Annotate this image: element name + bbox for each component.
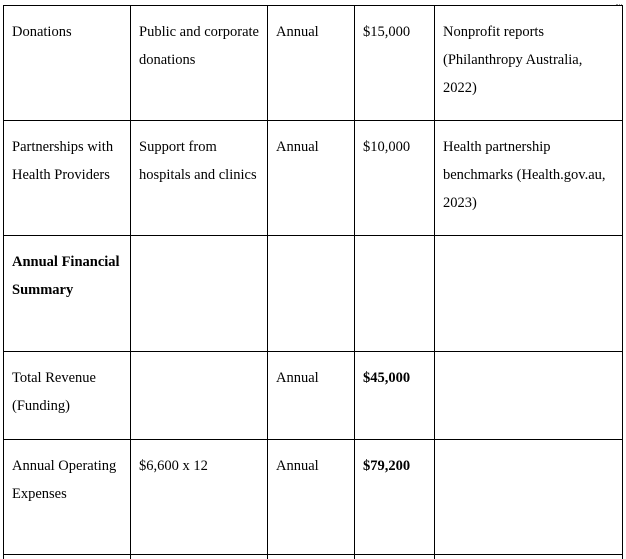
table-cell	[4, 440, 131, 555]
cell-reference: Nonprofit reports (Philanthropy Australia, 2022)	[443, 24, 583, 96]
table-cell	[131, 440, 268, 555]
cell-frequency	[276, 555, 349, 559]
table-cell	[4, 6, 131, 121]
cell-reference	[443, 555, 617, 559]
table-cell	[4, 555, 131, 559]
cell-amount: $15,000	[363, 24, 411, 40]
table-cell	[355, 121, 435, 236]
cell-reference: Health partnership benchmarks (Health.gov.au, 2023)	[443, 139, 606, 211]
table-row-donations	[4, 6, 623, 121]
cell-description: Support from hospitals and clinics	[139, 139, 257, 183]
cell-source: Annual Operating Expenses	[12, 458, 117, 502]
table-cell	[435, 236, 623, 352]
table-cell	[355, 440, 435, 555]
table-cell	[268, 352, 355, 440]
table-cell	[4, 352, 131, 440]
table-row-summary-heading	[4, 236, 623, 352]
page-corner-mark	[616, 4, 622, 6]
cell-amount: $10,000	[363, 139, 411, 155]
cell-description	[139, 555, 262, 559]
cell-frequency: Annual	[276, 139, 319, 155]
cell-frequency: Annual	[276, 370, 319, 386]
table-row-partnerships	[4, 121, 623, 236]
cell-amount: $79,200	[363, 458, 411, 474]
table-cell	[268, 121, 355, 236]
table-cell	[131, 555, 268, 559]
table-cell	[4, 236, 131, 352]
table-cell	[268, 555, 355, 559]
table-cell	[435, 352, 623, 440]
cell-amount	[363, 555, 429, 559]
cell-source	[12, 555, 125, 559]
cell-reference	[443, 236, 617, 248]
cell-section-heading: Annual Financial Summary	[12, 254, 120, 298]
cell-frequency: Annual	[276, 458, 319, 474]
cell-frequency: Annual	[276, 24, 319, 40]
table-cell	[4, 121, 131, 236]
cell-amount	[363, 236, 429, 248]
cell-source: Donations	[12, 24, 72, 40]
table-cell	[131, 121, 268, 236]
financial-table	[3, 5, 623, 559]
cell-description	[139, 236, 262, 248]
table-cell	[435, 121, 623, 236]
table-cell	[435, 555, 623, 559]
table-row-partial	[4, 555, 623, 559]
cell-description: $6,600 x 12	[139, 458, 208, 474]
cell-amount: $45,000	[363, 370, 411, 386]
table-row-operating-expenses	[4, 440, 623, 555]
cell-frequency	[276, 236, 349, 248]
table-cell	[435, 6, 623, 121]
cell-reference	[443, 352, 617, 364]
table-cell	[355, 555, 435, 559]
table-cell	[131, 6, 268, 121]
table-cell	[435, 440, 623, 555]
table-cell	[355, 6, 435, 121]
cell-description: Public and corporate donations	[139, 24, 259, 68]
table-cell	[268, 6, 355, 121]
table-cell	[355, 236, 435, 352]
cell-source: Total Revenue (Funding)	[12, 370, 96, 414]
table-cell	[131, 236, 268, 352]
table-cell	[355, 352, 435, 440]
table-cell	[268, 236, 355, 352]
cell-source: Partnerships with Health Providers	[12, 139, 114, 183]
table-row-total-revenue	[4, 352, 623, 440]
cell-description	[139, 352, 262, 364]
cell-reference	[443, 440, 617, 452]
table-cell	[268, 440, 355, 555]
table-cell	[131, 352, 268, 440]
